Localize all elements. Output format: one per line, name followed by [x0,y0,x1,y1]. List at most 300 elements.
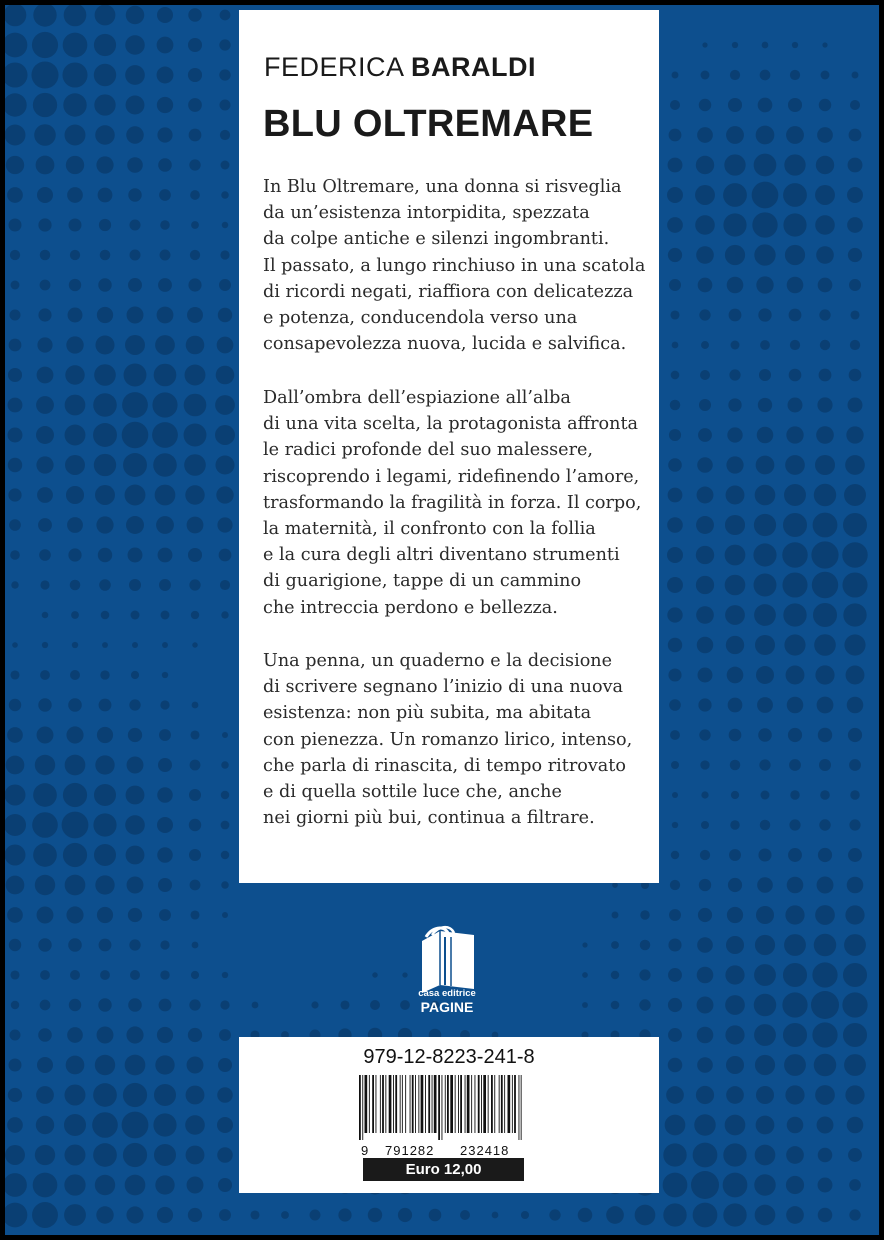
halftone-dot [817,877,834,894]
halftone-dot [8,398,23,413]
halftone-dot [843,963,867,987]
halftone-dot [754,154,777,177]
halftone-dot [221,191,229,199]
halftone-dot [846,426,863,443]
halftone-dot [756,126,775,145]
halftone-dot [696,546,714,564]
halftone-dot [94,364,116,386]
halftone-dot [814,1054,836,1076]
publisher-name: PAGINE [420,999,474,1015]
halftone-dot [757,697,773,713]
halftone-dot [819,99,831,111]
blurb-line: da colpe antiche e silenzi ingombranti. [263,229,610,250]
halftone-dot [126,6,144,24]
halftone-dot [63,783,87,807]
blurb-line: nei giorni più bui, continua a filtrare. [263,808,595,829]
halftone-dot [726,486,745,505]
blurb-line: di una vita scelta, la protagonista affronta [263,414,639,435]
halftone-dot [754,244,775,265]
halftone-dot [189,789,201,801]
halftone-dot [128,728,142,742]
halftone-dot [157,37,174,54]
halftone-dot [729,849,741,861]
halftone-dot [93,1083,117,1107]
halftone-dot [789,309,802,322]
halftone-dot [221,881,228,888]
barcode-bar [359,1075,361,1140]
halftone-dot [813,603,837,627]
blurb-line: riscoprendo i legami, ridefinendo l’amore, [263,466,640,487]
halftone-dot [5,125,25,146]
halftone-dot [758,728,772,742]
halftone-dot [158,878,172,892]
halftone-dot [697,1027,714,1044]
halftone-dot [188,98,202,112]
halftone-dot [787,1117,804,1134]
halftone-dot [97,307,113,323]
halftone-dot [370,1000,380,1010]
halftone-dot [429,1209,442,1222]
halftone-dot [817,397,832,412]
halftone-dot [761,791,770,800]
halftone-dot [847,697,864,714]
halftone-dot [668,968,682,982]
halftone-dot [67,187,83,203]
barcode-bar [521,1075,522,1140]
halftone-dot [697,637,713,653]
halftone-dot [784,934,806,956]
halftone-dot [128,998,142,1012]
barcode-bar [488,1075,489,1133]
halftone-dot [667,547,683,563]
halftone-dot [32,32,58,58]
halftone-dot [7,187,23,203]
halftone-dot [65,755,86,776]
halftone-dot [70,580,81,591]
halftone-dot [844,484,866,506]
halftone-dot [37,487,53,503]
halftone-dot [160,220,170,230]
halftone-dot [668,488,683,503]
halftone-dot [5,62,28,87]
halftone-dot [66,1056,85,1075]
barcode-bar [481,1075,482,1133]
halftone-dot [36,156,55,175]
halftone-dot [671,761,679,769]
halftone-dot [784,634,805,655]
blurb-line: e di quella sottile luce che, anche [263,782,562,803]
halftone-dot [402,972,407,977]
blurb-line: Una penna, un quaderno e la decisione [263,651,613,671]
halftone-dot [789,759,801,771]
halftone-dot [667,517,683,533]
halftone-dot [670,310,679,319]
halftone-dot [785,905,804,924]
halftone-dot [730,70,740,80]
halftone-dot [11,281,20,290]
halftone-dot [9,219,22,232]
barcode [359,1075,524,1140]
author-last-name: BARALDI [411,52,537,82]
halftone-dot [732,42,738,48]
halftone-dot [701,791,708,798]
halftone-dot [222,912,228,918]
halftone-dot [759,759,770,770]
halftone-dot [42,642,48,648]
barcode-bar [362,1075,363,1140]
halftone-dot [42,612,49,619]
halftone-dot [815,185,835,205]
halftone-dot [611,941,619,949]
halftone-dot [847,187,863,203]
halftone-dot [153,453,177,477]
halftone-dot [850,340,860,350]
halftone-dot [818,1178,833,1193]
halftone-dot [66,336,83,353]
halftone-dot [815,455,835,475]
halftone-dot [220,100,231,111]
halftone-dot [131,611,140,620]
halftone-dot [218,308,232,322]
halftone-dot [93,813,116,836]
halftone-dot [790,70,800,80]
halftone-dot [97,907,113,923]
halftone-dot [96,1206,113,1223]
halftone-dot [10,250,20,260]
halftone-dot [132,642,138,648]
halftone-dot [668,1028,682,1042]
halftone-dot [129,219,140,230]
halftone-dot [215,425,235,445]
halftone-dot [37,727,54,744]
halftone-dot [819,759,831,771]
halftone-dot [222,222,228,228]
halftone-dot [663,1203,686,1226]
halftone-dot [11,1001,19,1009]
halftone-dot [786,426,803,443]
blurb-line: Dall’ombra dell’espiazione all’alba [263,388,571,408]
halftone-dot [62,62,87,87]
halftone-dot [189,129,202,142]
halftone-dot [161,611,170,620]
halftone-dot [811,541,838,568]
halftone-dot [159,189,171,201]
halftone-dot [697,487,714,504]
halftone-dot [158,278,172,292]
blurb-line: di ricordi negati, riaffiora con delicatezza [263,281,634,302]
halftone-dot [756,1116,775,1135]
halftone-dot [640,940,650,950]
halftone-dot [126,1206,143,1223]
halftone-dot [220,130,230,140]
halftone-dot [786,126,804,144]
halftone-dot [217,337,234,354]
halftone-dot [250,1210,259,1219]
halftone-dot [188,278,201,291]
halftone-dot [159,729,171,741]
halftone-dot [125,1175,146,1196]
blurb-line: che intreccia perdono e bellezza. [263,597,558,618]
halftone-dot [38,938,51,951]
halftone-dot [811,991,839,1019]
halftone-dot [754,1024,776,1046]
halftone-dot [818,728,832,742]
halftone-dot [817,127,833,143]
barcode-bar [508,1075,511,1133]
halftone-dot [186,336,205,355]
halftone-dot [697,967,714,984]
halftone-dot [849,759,861,771]
halftone-dot [95,335,114,354]
halftone-dot [5,1203,27,1228]
halftone-dot [71,611,79,619]
halftone-dot [785,245,805,265]
halftone-dot [754,964,776,986]
halftone-dot [129,939,140,950]
halftone-dot [10,970,19,979]
halftone-dot [129,699,140,710]
halftone-dot [188,548,202,562]
halftone-dot [731,791,739,799]
barcode-bar [410,1075,411,1133]
halftone-dot [9,939,21,951]
halftone-dot [156,516,174,534]
halftone-dot [668,1058,683,1073]
halftone-dot [32,812,58,838]
halftone-dot [126,786,145,805]
halftone-dot [221,761,228,768]
halftone-dot [782,542,807,567]
barcode-bar [471,1075,472,1133]
halftone-dot [94,64,116,86]
halftone-dot [753,543,776,566]
halftone-dot [849,369,862,382]
halftone-dot [68,938,82,952]
halftone-dot [217,1087,232,1102]
halftone-dot [98,998,111,1011]
halftone-dot [818,278,833,293]
halftone-dot [69,279,81,291]
halftone-dot [785,455,805,475]
halftone-dot [190,190,200,200]
barcode-bar [434,1075,437,1133]
halftone-dot [668,668,681,681]
halftone-dot [815,1085,835,1105]
halftone-dot [699,729,710,740]
halftone-dot [221,821,230,830]
halftone-dot [672,342,679,349]
halftone-dot [217,1147,232,1162]
barcode-bar [483,1075,486,1133]
halftone-dot [65,425,86,446]
halftone-dot [9,339,22,352]
halftone-dot [695,215,715,235]
barcode-bar [465,1075,466,1133]
halftone-dot [128,908,142,922]
halftone-dot [72,642,78,648]
halftone-dot [33,93,57,117]
halftone-dot [159,999,172,1012]
barcode-bar [428,1075,430,1133]
barcode-bar [405,1075,406,1133]
halftone-dot [723,213,746,236]
halftone-dot [158,158,172,172]
halftone-dot [125,335,145,355]
halftone-dot [663,1173,688,1198]
author-name [264,52,536,83]
halftone-dot [126,1026,143,1043]
halftone-dot [846,666,865,685]
halftone-dot [726,456,743,473]
halftone-dot [726,1086,744,1104]
halftone-dot [814,634,836,656]
isbn-number: 979-12-8223-241-8 [363,1046,535,1068]
halftone-dot [10,1030,21,1041]
halftone-dot [10,310,21,321]
halftone-dot [783,603,806,626]
barcode-bar [400,1075,401,1133]
halftone-dot [192,702,199,709]
halftone-dot [728,98,742,112]
halftone-dot [668,248,682,262]
halftone-dot [94,454,116,476]
halftone-dot [65,395,86,416]
halftone-dot [727,427,742,442]
halftone-dot [10,670,19,679]
halftone-dot [100,250,111,261]
barcode-bar [512,1075,513,1133]
halftone-dot [70,670,80,680]
halftone-dot [92,1112,118,1138]
halftone-dot [762,42,769,49]
halftone-dot [37,187,53,203]
halftone-dot [700,760,709,769]
halftone-dot [723,1203,746,1226]
halftone-dot [848,848,862,862]
halftone-dot [38,218,51,231]
halftone-dot [8,1088,22,1102]
halftone-dot [64,1204,86,1226]
halftone-dot [755,1055,775,1075]
halftone-dot [152,422,178,448]
halftone-dot [729,369,740,380]
barcode-bar [402,1075,403,1133]
barcode-digits-left: 791282 [385,1143,435,1158]
halftone-dot [757,427,774,444]
halftone-dot [35,1145,55,1165]
halftone-dot [847,877,864,894]
halftone-dot [757,877,773,893]
halftone-dot [37,1057,53,1073]
halftone-dot [220,10,231,21]
halftone-dot [99,699,112,712]
halftone-dot [36,1086,54,1104]
halftone-dot [5,844,26,865]
halftone-dot [725,575,746,596]
halftone-dot [190,910,199,919]
halftone-dot [63,33,88,58]
halftone-dot [160,250,171,261]
halftone-dot [32,1202,58,1228]
halftone-dot [816,426,834,444]
halftone-dot [157,1027,173,1043]
halftone-dot [159,579,171,591]
halftone-dot [153,1113,176,1136]
halftone-dot [37,907,54,924]
halftone-dot [670,400,680,410]
halftone-dot [754,574,777,597]
halftone-dot [188,38,202,52]
halftone-dot [758,98,773,113]
blurb-paragraph-2 [263,385,658,621]
halftone-dot [160,940,169,949]
halftone-dot [219,1209,231,1221]
halftone-dot [699,99,711,111]
halftone-dot [697,997,714,1014]
halftone-dot [185,365,206,386]
halftone-dot [34,124,56,146]
halftone-dot [219,549,232,562]
halftone-dot [668,458,682,472]
halftone-dot [666,1086,684,1104]
halftone-dot [8,368,22,382]
halftone-dot [701,821,709,829]
halftone-dot [154,1144,176,1166]
halftone-dot [5,1145,25,1165]
halftone-dot [752,212,777,237]
halftone-dot [217,1117,233,1133]
blurb-line: esistenza: non più subita, ma abitata [263,703,592,724]
halftone-dot [123,453,147,477]
halftone-dot [725,515,745,535]
halftone-dot [40,1000,51,1011]
halftone-dot [36,396,54,414]
halftone-dot [669,129,682,142]
halftone-dot [400,1000,410,1010]
halftone-dot [847,217,863,233]
halftone-dot [672,72,679,79]
halftone-dot [95,485,115,505]
halftone-dot [820,340,830,350]
halftone-dot [252,1002,259,1009]
halftone-dot [668,158,683,173]
halftone-dot [760,340,770,350]
halftone-dot [36,426,54,444]
halftone-dot [849,819,860,830]
halftone-dot [822,42,827,47]
barcode-bar [501,1075,503,1133]
halftone-dot [94,784,116,806]
halftone-dot [755,485,776,506]
halftone-dot [122,392,148,418]
halftone-dot [398,1208,412,1222]
halftone-dot [725,605,745,625]
halftone-dot [188,1208,202,1222]
halftone-dot [11,581,18,588]
halftone-dot [784,484,806,506]
barcode-bar [450,1075,453,1133]
halftone-dot [671,851,679,859]
halftone-dot [127,307,144,324]
halftone-dot [38,698,51,711]
halftone-dot [639,999,650,1010]
barcode-digit-prefix: 9 [361,1143,369,1158]
halftone-dot [126,96,145,115]
halftone-dot [97,1027,114,1044]
halftone-dot [843,603,866,626]
halftone-dot [187,1177,204,1194]
halftone-dot [65,365,84,384]
